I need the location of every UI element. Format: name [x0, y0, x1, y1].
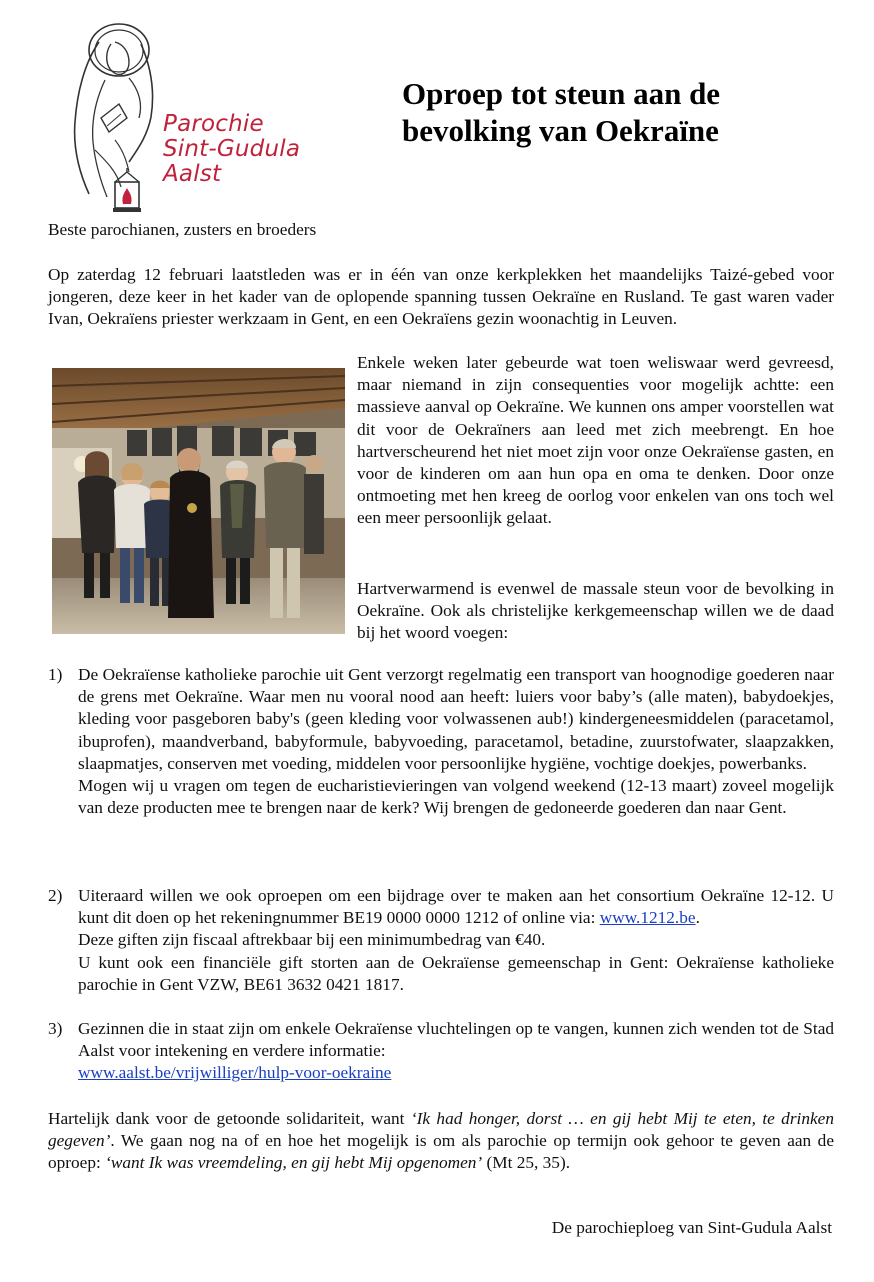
- paragraph-attack: Enkele weken later gebeurde wat toen weliswaar werd gevreesd, maar niemand in zijn consequenties voor mogelijk achtte: een massieve aanval op Oekraïne. We kunnen ons amper voorstellen wat dit voor de Oekraïners aan leed met zich meebrengt. En hoe hartverscheurend het niet moet zijn voor onze Oekraïense gasten, en voor de kinderen om aan hun opa en oma te denken. Door onze ontmoeting met hen kreeg de oorlog voor enkelen van ons toch wel een meer persoonlijk gelaat.: [357, 353, 834, 528]
- closing-paragraph: [48, 1108, 834, 1175]
- title-line-1: Oproep tot steun aan de: [402, 76, 721, 111]
- tax-deductible-text: Deze giften zijn fiscaal aftrekbaar bij een minimumbedrag van €40.: [78, 930, 546, 950]
- list-item-donation: [48, 885, 834, 996]
- parish-name: [163, 112, 300, 187]
- ukrainian-community-text: U kunt ook een financiële gift storten aan de Oekraïense gemeenschap in Gent: Oekraïense katholieke parochie in Gent VZW, BE61 3632 0421 1817.: [78, 952, 834, 994]
- goods-needed-text: De Oekraïense katholieke parochie uit Gent verzorgt regelmatig een transport van hoognodige goederen naar de grens met Oekraïne. Waar men nu vooral nood aan heeft: luiers voor baby’s (alle maten), babydoekjes, kleding voor pasgeboren baby's (geen kleding voor volwassenen aub!) kindergeneesmiddelen (paracetamol, ibuprofen), maandverband, babyformule, babyvoeding, paracetamol, betadine, zuurstofwater, slaapzakken, slaapmatjes, conserven met voeding, middelen voor persoonlijke hygiëne, vochtige doekjes, powerbanks.: [78, 665, 834, 773]
- page-title: [402, 75, 842, 149]
- title-line-2: bevolking van Oekraïne: [402, 113, 719, 148]
- quote-stranger: ‘want Ik was vreemdeling, en gij hebt Mij opgenomen’: [105, 1153, 483, 1173]
- list-number: 1): [48, 665, 63, 684]
- parish-name-line-1: Parochie: [163, 111, 264, 137]
- refugees-text: Gezinnen die in staat zijn om enkele Oekraïense vluchtelingen op te vangen, kunnen zich wenden tot de Stad Aalst voor intekening en verdere informatie:: [78, 1019, 834, 1061]
- donation-text-b: .: [695, 908, 700, 928]
- list-item-refugees: [48, 1018, 834, 1085]
- group-photo: [52, 368, 345, 634]
- closing-b: . We gaan nog na of en hoe het mogelijk is om als parochie op termijn ook gehoor te geven aan de oproep:: [48, 1131, 834, 1173]
- list-item-goods: [48, 664, 834, 819]
- greeting: Beste parochianen, zusters en broeders: [48, 220, 317, 239]
- saint-with-lantern-icon: [55, 22, 175, 222]
- signature: De parochieploeg van Sint-Gudula Aalst: [551, 1218, 832, 1237]
- list-number: 2): [48, 886, 63, 905]
- link-1212[interactable]: www.1212.be: [599, 908, 696, 928]
- paragraph-support: Hartverwarmend is evenwel de massale steun voor de bevolking in Oekraïne. Ook als christelijke kerkgemeenschap willen we de daad bij het woord voegen:: [357, 579, 834, 643]
- closing-a: Hartelijk dank voor de getoonde solidariteit, want: [48, 1109, 411, 1128]
- parish-logo: [55, 22, 355, 222]
- list-number: 3): [48, 1019, 63, 1038]
- parish-name-line-2: Sint-Gudula: [163, 136, 301, 162]
- paragraph-intro: Op zaterdag 12 februari laatstleden was er in één van onze kerkplekken het maandelijks Taizé-gebed voor jongeren, deze keer in het kader van de oplopende spanning tussen Oekraïne en Rusland. Te gast waren vader Ivan, Oekraïens priester werkzaam in Gent, en een Oekraïens gezin woonachtig in Leuven.: [48, 265, 834, 329]
- closing-c: (Mt 25, 35).: [482, 1153, 571, 1173]
- donation-text: [78, 885, 834, 929]
- goods-request-text: Mogen wij u vragen om tegen de eucharistievieringen van volgend weekend (12-13 maart) zoveel mogelijk van deze producten mee te brengen naar de kerk? Wij brengen de gedoneerde goederen dan naar Gent.: [78, 776, 834, 818]
- link-aalst-hulp[interactable]: www.aalst.be/vrijwilliger/hulp-voor-oekraine: [78, 1063, 392, 1083]
- parish-name-line-3: Aalst: [163, 161, 222, 187]
- donation-text-a: Uiteraard willen we ook oproepen om een bijdrage over te maken aan het consortium Oekraïne 12-12. U kunt dit doen op het rekeningnummer BE19 0000 0000 1212 of online via:: [78, 886, 834, 928]
- quote-hunger: ‘Ik had honger, dorst … en gij hebt Mij te eten, te drinken gegeven’: [48, 1109, 834, 1151]
